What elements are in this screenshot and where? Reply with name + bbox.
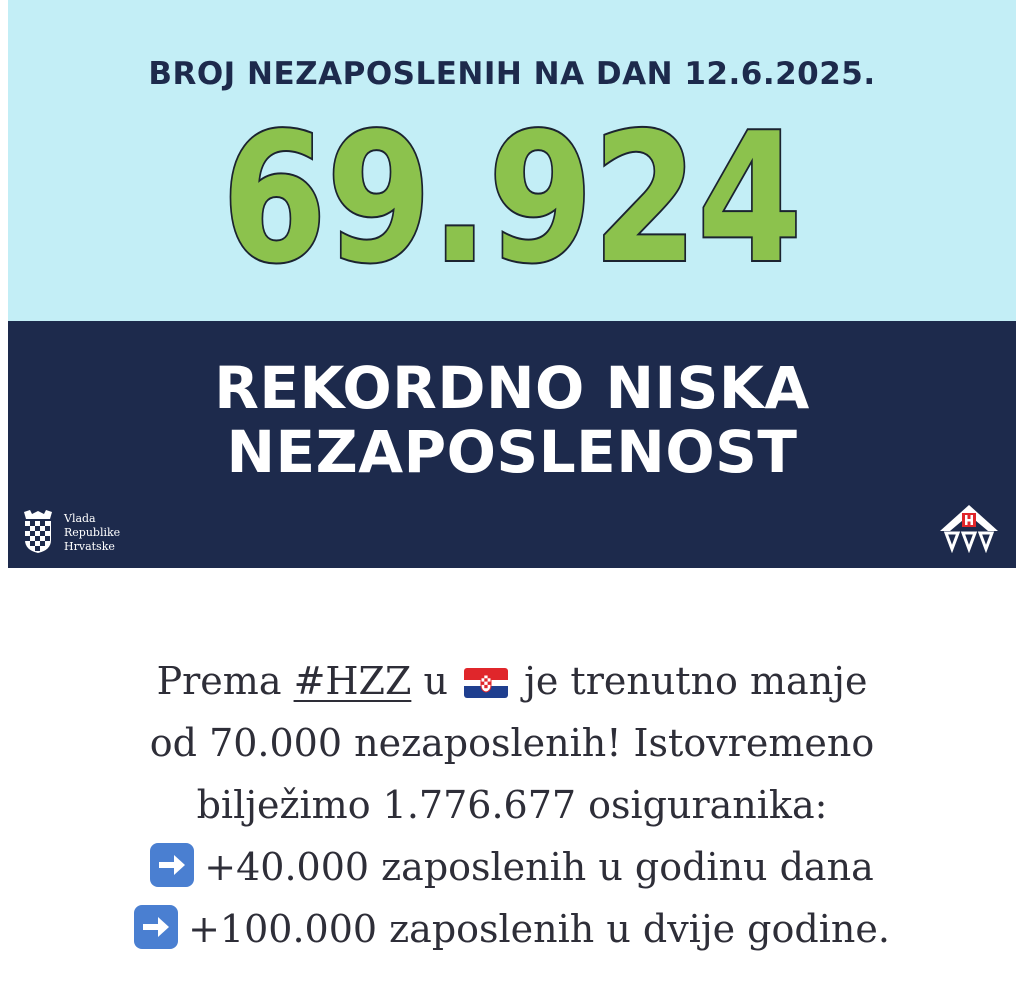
headline-line-2: NEZAPOSLENOST <box>226 418 798 486</box>
caption <box>0 650 1024 960</box>
croatian-flag-icon <box>464 668 508 698</box>
infographic <box>8 0 1016 568</box>
gov-logo-line-3: Hrvatske <box>64 540 115 553</box>
right-arrow-icon <box>150 843 194 887</box>
caption-bullet-1 <box>0 836 1024 898</box>
unemployed-count <box>8 118 1016 278</box>
caption-line-2: od 70.000 nezaposlenih! Istovremeno <box>149 721 875 765</box>
caption-bullet-2 <box>0 898 1024 960</box>
right-arrow-icon <box>134 905 178 949</box>
gov-logo-line-1: Vlada <box>64 512 96 525</box>
government-logo-text <box>64 512 120 554</box>
bullet-text: +100.000 zaposlenih u dvije godine. <box>188 907 890 951</box>
croatian-coat-of-arms-icon <box>22 510 54 554</box>
government-logo <box>22 508 172 558</box>
bullet-text: +40.000 zaposlenih u godinu dana <box>204 845 874 889</box>
unemployed-count-text: 69.924 <box>222 118 802 278</box>
caption-line-3: bilježimo 1.776.677 osiguranika: <box>196 783 828 827</box>
hzz-logo-icon <box>938 503 1000 553</box>
headline-line-1: REKORDNO NISKA <box>214 354 810 422</box>
caption-text: Prema <box>156 659 294 703</box>
caption-text: u <box>411 659 460 703</box>
caption-line-1 <box>0 650 1024 712</box>
caption-text: je trenutno manje <box>512 659 868 703</box>
gov-logo-line-2: Republike <box>64 526 121 539</box>
headline <box>8 356 1016 484</box>
date-heading: BROJ NEZAPOSLENIH NA DAN 12.6.2025. <box>148 56 876 92</box>
hashtag-link[interactable]: #HZZ <box>293 659 412 703</box>
